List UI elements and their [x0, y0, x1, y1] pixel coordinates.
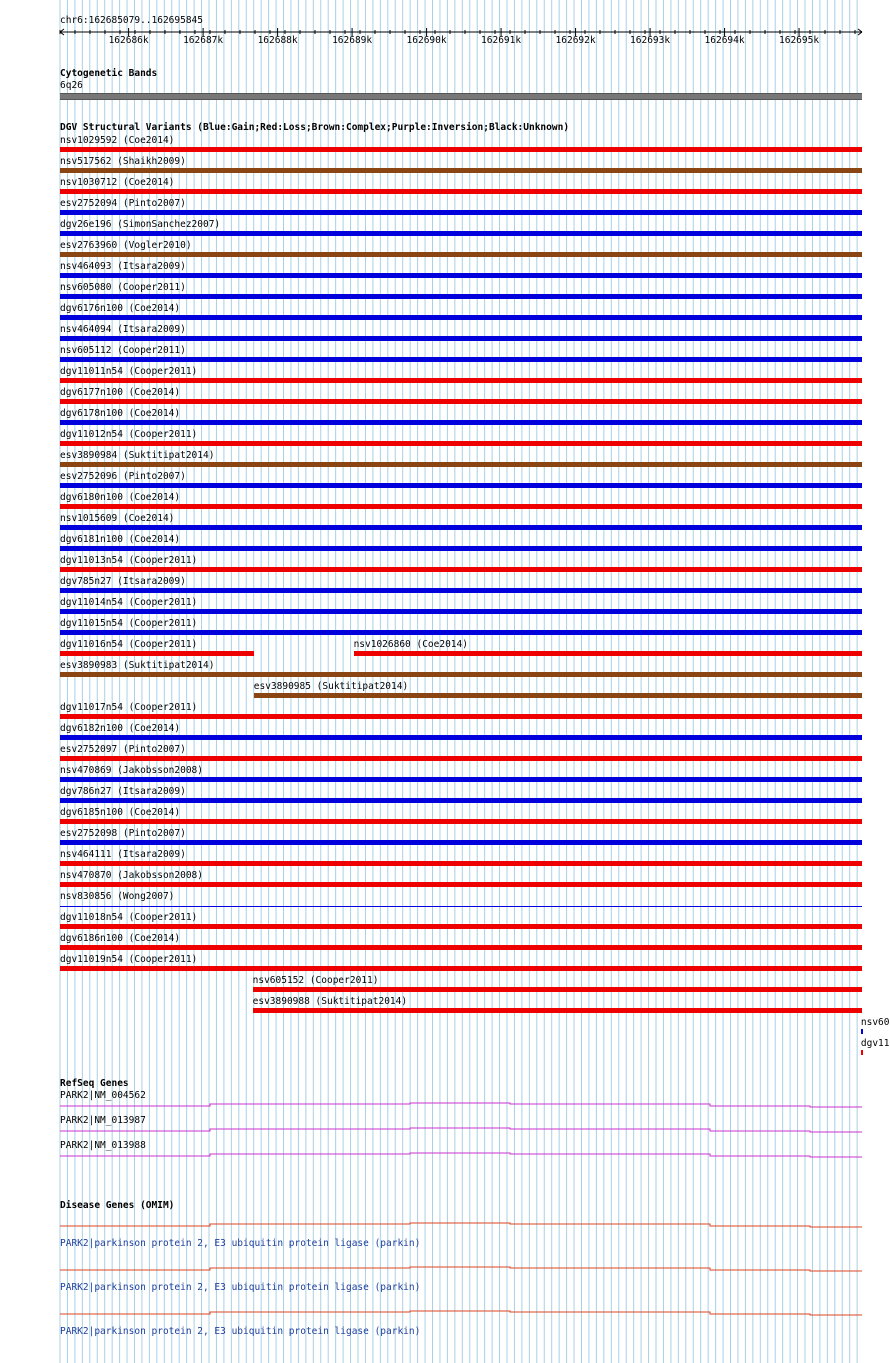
omim-gene-line[interactable] [60, 1311, 862, 1315]
refseq-gene-label[interactable]: PARK2|NM_004562 [60, 1090, 146, 1101]
omim-gene-line[interactable] [60, 1267, 862, 1271]
ruler-tick-label: 162686k [108, 35, 149, 46]
ruler-tick-label: 162692k [555, 35, 596, 46]
dgv-variant-label[interactable]: dgv6181n100 (Coe2014) [60, 534, 181, 545]
dgv-variant-label[interactable]: esv3890988 (Suktitipat2014) [252, 996, 408, 1007]
dgv-variant-label[interactable]: nsv464094 (Itsara2009) [60, 324, 186, 335]
dgv-variant-label[interactable]: nsv1030712 (Coe2014) [60, 177, 175, 188]
dgv-variant-label[interactable]: dgv11014n54 (Cooper2011) [60, 597, 198, 608]
dgv-variant-label[interactable]: dgv6180n100 (Coe2014) [60, 492, 181, 503]
dgv-variant-label[interactable]: dgv786n27 (Itsara2009) [60, 786, 186, 797]
dgv-variant-label[interactable]: dgv11017n54 (Cooper2011) [60, 702, 198, 713]
dgv-variant-label[interactable]: dgv6185n100 (Coe2014) [60, 807, 181, 818]
dgv-track-title: DGV Structural Variants (Blue:Gain;Red:Loss;Brown:Complex;Purple:Inversion;Black:Unknown) [60, 122, 570, 133]
refseq-gene-label[interactable]: PARK2|NM_013987 [60, 1115, 146, 1126]
ruler-tick-label: 162691k [481, 35, 522, 46]
dgv-variant-label[interactable]: nsv517562 (Shaikh2009) [60, 156, 186, 167]
omim-gene-label[interactable]: PARK2|parkinson protein 2, E3 ubiquitin protein ligase (parkin) [60, 1238, 421, 1249]
refseq-track-title: RefSeq Genes [60, 1078, 129, 1089]
ruler-tick-label: 162688k [257, 35, 298, 46]
dgv-variant-label[interactable]: esv2752096 (Pinto2007) [60, 471, 186, 482]
dgv-variant-label[interactable]: dgv26e196 (SimonSanchez2007) [60, 219, 221, 230]
dgv-variant-label[interactable]: dgv6178n100 (Coe2014) [60, 408, 181, 419]
dgv-variant-label[interactable]: nsv470870 (Jakobsson2008) [60, 870, 203, 881]
cytoband-label: 6q26 [60, 80, 83, 91]
dgv-variant-label[interactable]: esv3890984 (Suktitipat2014) [60, 450, 215, 461]
dgv-variant-label[interactable]: nsv464093 (Itsara2009) [60, 261, 186, 272]
refseq-gene-label[interactable]: PARK2|NM_013988 [60, 1140, 146, 1151]
dgv-variant-label[interactable]: nsv60 [860, 1017, 890, 1028]
dgv-variant-label[interactable]: esv2752094 (Pinto2007) [60, 198, 186, 209]
dgv-variant-label[interactable]: dgv11019n54 (Cooper2011) [60, 954, 198, 965]
ruler-tick-label: 162689k [332, 35, 373, 46]
dgv-variant-label[interactable]: dgv11 [860, 1038, 890, 1049]
dgv-variant-label[interactable]: dgv11013n54 (Cooper2011) [60, 555, 198, 566]
dgv-variant-label[interactable]: dgv785n27 (Itsara2009) [60, 576, 186, 587]
dgv-variant-label[interactable]: esv3890983 (Suktitipat2014) [60, 660, 215, 671]
dgv-variant-label[interactable]: dgv11015n54 (Cooper2011) [60, 618, 198, 629]
dgv-variant-label[interactable]: dgv11016n54 (Cooper2011) [60, 639, 198, 650]
dgv-variant-label[interactable]: nsv605152 (Cooper2011) [252, 975, 379, 986]
dgv-variant-label[interactable]: nsv464111 (Itsara2009) [60, 849, 186, 860]
dgv-variant-label[interactable]: esv2752097 (Pinto2007) [60, 744, 186, 755]
dgv-variant-label[interactable]: dgv11018n54 (Cooper2011) [60, 912, 198, 923]
dgv-variant-label[interactable]: dgv6182n100 (Coe2014) [60, 723, 181, 734]
omim-gene-label[interactable]: PARK2|parkinson protein 2, E3 ubiquitin protein ligase (parkin) [60, 1326, 421, 1337]
dgv-variant-label[interactable]: esv2763960 (Vogler2010) [60, 240, 192, 251]
ruler-tick-label: 162694k [704, 35, 745, 46]
ruler-tick-label: 162687k [183, 35, 224, 46]
dgv-variant-label[interactable]: nsv1015609 (Coe2014) [60, 513, 175, 524]
dgv-variant-label[interactable]: nsv1026860 (Coe2014) [353, 639, 468, 650]
dgv-variant-label[interactable]: nsv830856 (Wong2007) [60, 891, 175, 902]
omim-gene-label[interactable]: PARK2|parkinson protein 2, E3 ubiquitin protein ligase (parkin) [60, 1282, 421, 1293]
dgv-variant-label[interactable]: dgv6186n100 (Coe2014) [60, 933, 181, 944]
dgv-variant-label[interactable]: esv3890985 (Suktitipat2014) [253, 681, 409, 692]
cytoband-track-title: Cytogenetic Bands [60, 68, 158, 79]
dgv-variant-label[interactable]: dgv11011n54 (Cooper2011) [60, 366, 198, 377]
dgv-variant-label[interactable]: esv2752098 (Pinto2007) [60, 828, 186, 839]
dgv-variant-label[interactable]: dgv6177n100 (Coe2014) [60, 387, 181, 398]
dgv-variant-label[interactable]: nsv605112 (Cooper2011) [60, 345, 186, 356]
dgv-variant-label[interactable]: dgv6176n100 (Coe2014) [60, 303, 181, 314]
ruler-tick-label: 162690k [406, 35, 447, 46]
ruler-tick-label: 162695k [779, 35, 820, 46]
omim-gene-line[interactable] [60, 1223, 862, 1227]
dgv-variant-label[interactable]: dgv11012n54 (Cooper2011) [60, 429, 198, 440]
ruler-tick-label: 162693k [630, 35, 671, 46]
omim-track-title: Disease Genes (OMIM) [60, 1200, 175, 1211]
region-label: chr6:162685079..162695845 [60, 15, 203, 26]
dgv-variant-label[interactable]: nsv1029592 (Coe2014) [60, 135, 175, 146]
dgv-variant-label[interactable]: nsv470869 (Jakobsson2008) [60, 765, 203, 776]
dgv-variant-label[interactable]: nsv605080 (Cooper2011) [60, 282, 186, 293]
